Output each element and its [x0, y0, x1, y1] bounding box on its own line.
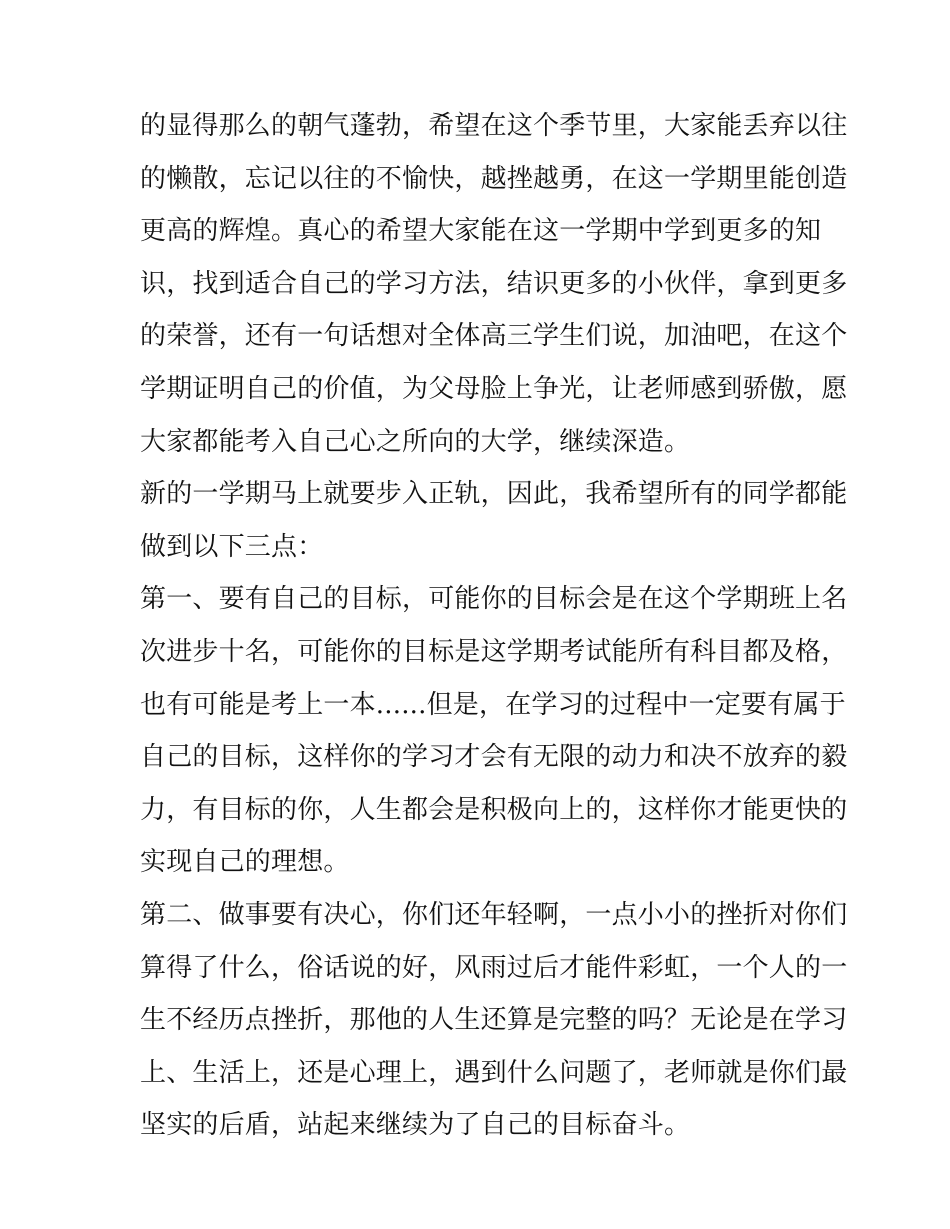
text-line: 自己的目标，这样你的学习才会有无限的动力和决不放弃的毅 — [140, 742, 848, 773]
text-line: 第一、要有自己的目标，可能你的目标会是在这个学期班上名 — [140, 584, 848, 615]
text-line: 第二、做事要有决心，你们还年轻啊，一点小小的挫折对你们 — [140, 899, 848, 930]
text-line: 算得了什么，俗话说的好，风雨过后才能件彩虹，一个人的一 — [140, 952, 848, 983]
text-line: 生不经历点挫折，那他的人生还算是完整的吗？无论是在学习 — [140, 1005, 848, 1036]
text-line: 坚实的后盾，站起来继续为了自己的目标奋斗。 — [140, 1110, 691, 1141]
text-line: 的懒散，忘记以往的不愉快，越挫越勇，在这一学期里能创造 — [140, 163, 848, 194]
body-text — [140, 100, 848, 1152]
text-line: 力，有目标的你，人生都会是积极向上的，这样你才能更快的 — [140, 794, 848, 825]
text-line: 次进步十名，可能你的目标是这学期考试能所有科目都及格， — [140, 636, 848, 667]
text-line: 的荣誉，还有一句话想对全体高三学生们说，加油吧，在这个 — [140, 321, 848, 352]
text-line: 实现自己的理想。 — [140, 847, 350, 878]
text-line: 做到以下三点： — [140, 531, 324, 562]
text-line: 学期证明自己的价值，为父母脸上争光，让老师感到骄傲，愿 — [140, 373, 848, 404]
text-line: 大家都能考入自己心之所向的大学，继续深造。 — [140, 426, 691, 457]
text-line: 上、生活上，还是心理上，遇到什么问题了，老师就是你们最 — [140, 1057, 848, 1088]
text-line: 的显得那么的朝气蓬勃，希望在这个季节里，大家能丢弃以往 — [140, 111, 848, 141]
text-line: 也有可能是考上一本......但是，在学习的过程中一定要有属于 — [140, 689, 846, 720]
text-line: 更高的辉煌。真心的希望大家能在这一学期中学到更多的知 — [140, 216, 822, 247]
text-line: 新的一学期马上就要步入正轨，因此，我希望所有的同学都能 — [140, 479, 848, 510]
text-line: 识，找到适合自己的学习方法，结识更多的小伙伴，拿到更多 — [140, 268, 848, 299]
